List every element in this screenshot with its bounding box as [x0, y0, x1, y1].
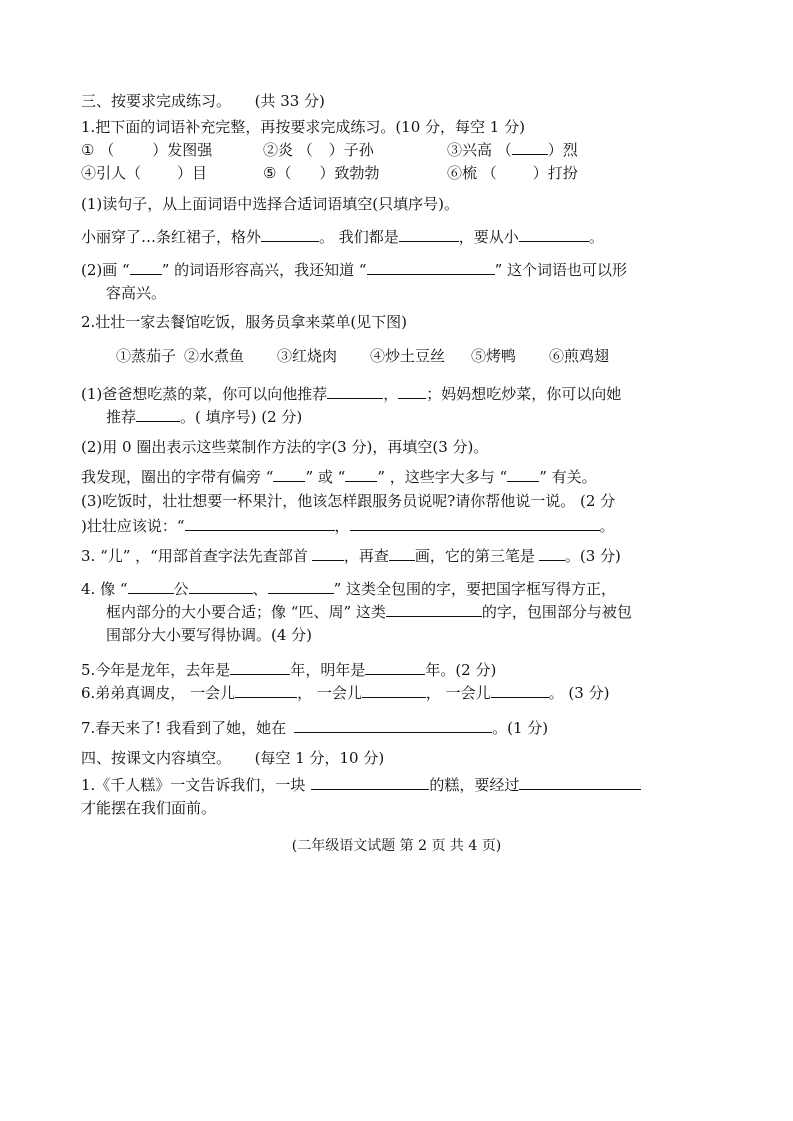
answer-blank[interactable] [398, 383, 426, 399]
q3: 3. “儿” ，“用部首查字法先查部首 ，再查 画，它的第三笔是 。(3 分) [81, 547, 621, 565]
section-4-title: 四、按课文内容填空。 [81, 749, 232, 767]
q1-item-2: ②炎 （ ）子孙 [263, 141, 374, 159]
section-3-title: 三、按要求完成练习。 [81, 92, 232, 110]
answer-blank[interactable] [539, 545, 565, 561]
answer-blank[interactable] [399, 226, 459, 242]
q5: 5.今年是龙年，去年是 年，明年是 年。(2 分) [81, 661, 497, 679]
q4-line-3: 围部分大小要写得协调。(4 分) [106, 626, 313, 644]
section-4-heading [81, 747, 384, 769]
q1-item-5: ⑤（ ）致勃勃 [263, 164, 380, 182]
answer-blank[interactable] [189, 578, 253, 594]
q1-row2 [81, 162, 578, 184]
q2-sub3: (3)吃饭时，壮壮想要一杯果汁，他该怎样跟服务员说呢?请你帮他说一说。 (2 分 [81, 492, 616, 510]
q1-sub1-question: (1)读句子，从上面词语中选择合适词语填空(只填序号)。 [81, 195, 459, 213]
q1-item-3: ③兴高 （ ）烈 [447, 141, 578, 159]
answer-blank[interactable] [512, 139, 548, 155]
q1-row1 [81, 139, 578, 161]
answer-blank[interactable] [365, 659, 425, 675]
section-4-score: (每空 1 分，10 分) [254, 749, 385, 767]
q1-text: 1.把下面的词语补充完整，再按要求完成练习。(10 分，每空 1 分) [81, 118, 525, 136]
answer-blank[interactable] [491, 682, 549, 698]
menu-item: ⑤烤鸭 [471, 347, 517, 365]
answer-blank[interactable] [273, 466, 305, 482]
answer-blank[interactable] [136, 406, 180, 422]
answer-blank[interactable] [367, 259, 495, 275]
answer-blank[interactable] [507, 466, 539, 482]
q4-line-2: 框内部分的大小要合适；像 “匹、周” 这类 的字，包围部分与被包 [106, 603, 632, 621]
q2-sub1: (1)爸爸想吃蒸的菜，你可以向他推荐 ， ；妈妈想吃炒菜，你可以向她 [81, 385, 622, 403]
q2-sub1-continued: 推荐 。( 填序号) (2 分) [106, 408, 303, 426]
menu-item: ④炒土豆丝 [370, 347, 446, 365]
answer-blank[interactable] [312, 545, 344, 561]
answer-blank[interactable] [294, 717, 492, 733]
menu-list [116, 345, 609, 367]
answer-blank[interactable] [268, 578, 334, 594]
q2-sub3-answer: )壮壮应该说：“ ， 。 [81, 517, 615, 535]
s4-q1: 1.《千人糕》一文告诉我们，一块 的糕，要经过 [81, 774, 641, 796]
answer-blank[interactable] [235, 682, 297, 698]
q2-finding: 我发现，圈出的字带有偏旁 “ ” 或 “ ” ，这些字大多与 “ ” 有关。 [81, 468, 597, 486]
section-3-heading [81, 90, 325, 112]
q1-item-1: ① （ ）发图强 [81, 141, 213, 159]
menu-item: ③红烧肉 [277, 347, 338, 365]
q4: 4. 像 “ 公 、 ” 这类全包围的字，要把国字框写得方正， [81, 580, 617, 598]
answer-blank[interactable] [519, 774, 641, 790]
answer-blank[interactable] [185, 515, 335, 531]
s4-q1-continued: 才能摆在我们面前。 [81, 799, 217, 817]
q1-item-4: ④引人（ ）目 [81, 164, 208, 182]
answer-blank[interactable] [311, 774, 429, 790]
answer-blank[interactable] [350, 515, 600, 531]
q7: 7.春天来了! 我看到了她，她在 。(1 分) [81, 719, 549, 737]
answer-blank[interactable] [362, 682, 426, 698]
q2-sub2: (2)用 0 圈出表示这些菜制作方法的字(3 分)，再填空(3 分)。 [81, 438, 489, 456]
answer-blank[interactable] [230, 659, 290, 675]
answer-blank[interactable] [389, 545, 415, 561]
answer-blank[interactable] [327, 383, 383, 399]
answer-blank[interactable] [128, 578, 174, 594]
answer-blank[interactable] [345, 466, 377, 482]
menu-item: ①蒸茄子 [116, 347, 177, 365]
q6: 6.弟弟真调皮， 一会儿 ， 一会儿 ， 一会儿 。 (3 分) [81, 684, 610, 702]
answer-blank[interactable] [261, 226, 319, 242]
answer-blank[interactable] [130, 259, 162, 275]
page-footer: (二年级语文试题 第 2 页 共 4 页) [291, 838, 502, 854]
menu-item: ②水煮鱼 [184, 347, 245, 365]
q1-sub1-sentence: 小丽穿了…条红裙子，格外 。 我们都是 ，要从小 。 [81, 228, 604, 246]
answer-blank[interactable] [386, 601, 482, 617]
section-3-score: (共 33 分) [254, 92, 325, 110]
q1-sub2-continued: 容高兴。 [106, 284, 167, 302]
menu-item: ⑥煎鸡翅 [549, 347, 610, 365]
q1-sub2: (2)画 “ ” 的词语形容高兴，我还知道 “ ” 这个词语也可以形 [81, 261, 627, 279]
q1-item-6: ⑥梳 （ ）打扮 [447, 164, 578, 182]
q2-text: 2.壮壮一家去餐馆吃饭，服务员拿来菜单(见下图) [81, 313, 408, 331]
answer-blank[interactable] [519, 226, 589, 242]
